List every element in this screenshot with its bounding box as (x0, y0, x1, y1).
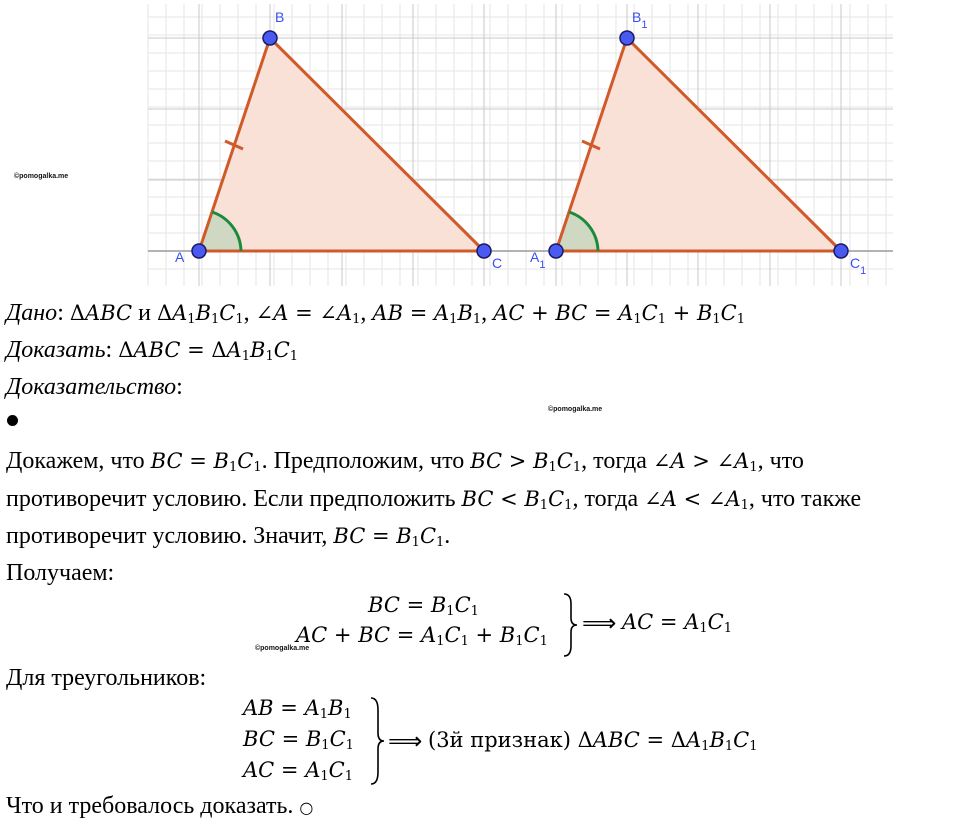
geometry-figure (0, 0, 960, 296)
end-mark: ○ (299, 798, 314, 817)
label-c1: $C_1$ (850, 255, 867, 277)
proof-text: противоречит условию. Значит, (6, 523, 328, 549)
given-label: Дано (6, 300, 58, 326)
brace-2 (368, 696, 388, 786)
given-and: и (138, 300, 151, 326)
proof-text: , тогда (581, 448, 647, 474)
watermark: ©pomogalka.me (14, 173, 69, 180)
proof-label-line: Доказательство: (6, 374, 183, 400)
label-a1: $A_1$ (530, 249, 546, 271)
sign-text: (3й признак) (428, 728, 571, 752)
system-1-result: AC = $A_1C_1$ (622, 610, 732, 636)
triangle-abc (175, 9, 502, 271)
proof-text: , тогда (572, 486, 639, 512)
system-1-eq-2: AC + BC = $A_1C_1 + B_1C_1$ (296, 623, 548, 649)
proof-text: противоречит условию. Если предположить (6, 486, 456, 512)
brace-1 (561, 592, 581, 658)
get-label: Получаем: (6, 560, 115, 586)
conclusion-line (6, 791, 313, 823)
point-b1 (620, 31, 634, 45)
proof-paragraph-line-1: Докажем, что BC = $B_1C_1$. Предположим, что BC > $B_1C_1$, тогда ∠A > $\angle A_1$, что (6, 448, 804, 475)
point-c1 (834, 244, 848, 258)
implies-arrow-1: ⟹ (582, 609, 617, 637)
point-a1 (549, 244, 563, 258)
get-label-line (6, 558, 114, 588)
implies-arrow-2: ⟹ (388, 727, 423, 755)
proof-text: . Предположим, что (261, 448, 465, 474)
prove-label: Доказать (6, 337, 106, 363)
proof-text: Докажем, что (6, 448, 145, 474)
system-2-eq-3: AC = $A_1C_1$ (243, 758, 353, 784)
label-b1: $B_1$ (632, 9, 648, 31)
conclusion: Что и требовалось доказать. (6, 793, 294, 819)
label-a: A (175, 249, 185, 265)
system-2-eq-1: AB = $A_1B_1$ (243, 696, 352, 722)
given-line: Дано: ΔABC и $\Delta A_1B_1C_1$, ∠A = $\angle A_1$, AB = $A_1B_1$, AC + BC = $A_1C_1 + B_1C_1$ (6, 300, 746, 327)
point-b (263, 31, 277, 45)
label-b: B (275, 9, 285, 25)
watermark: ©pomogalka.me (548, 406, 603, 413)
proof-paragraph-line-2: противоречит условию. Если предположить BC < $B_1C_1$, тогда ∠A < $\angle A_1$, что также (6, 486, 862, 513)
system-2-result: (3й признак) $\Delta ABC = \Delta A_1B_1C_1$ (428, 728, 758, 754)
bullet (7, 415, 18, 426)
proof-text: , что (757, 448, 804, 474)
point-c (477, 244, 491, 258)
watermark: ©pomogalka.me (255, 645, 310, 652)
label-c: C (492, 255, 503, 271)
proof-label: Доказательство (6, 374, 177, 400)
triangles-label: Для треугольников: (6, 665, 207, 691)
system-2-eq-2: BC = $B_1C_1$ (243, 727, 354, 753)
proof-text: , что также (748, 486, 862, 512)
system-1-eq-1: BC = $B_1C_1$ (368, 593, 479, 619)
triangles-label-line (6, 663, 206, 693)
proof-paragraph-line-3: противоречит условию. Значит, BC = $B_1C_1$. (6, 523, 451, 550)
point-a (192, 244, 206, 258)
prove-line: Доказать: $\Delta ABC = \Delta A_1B_1C_1$ (6, 337, 299, 364)
